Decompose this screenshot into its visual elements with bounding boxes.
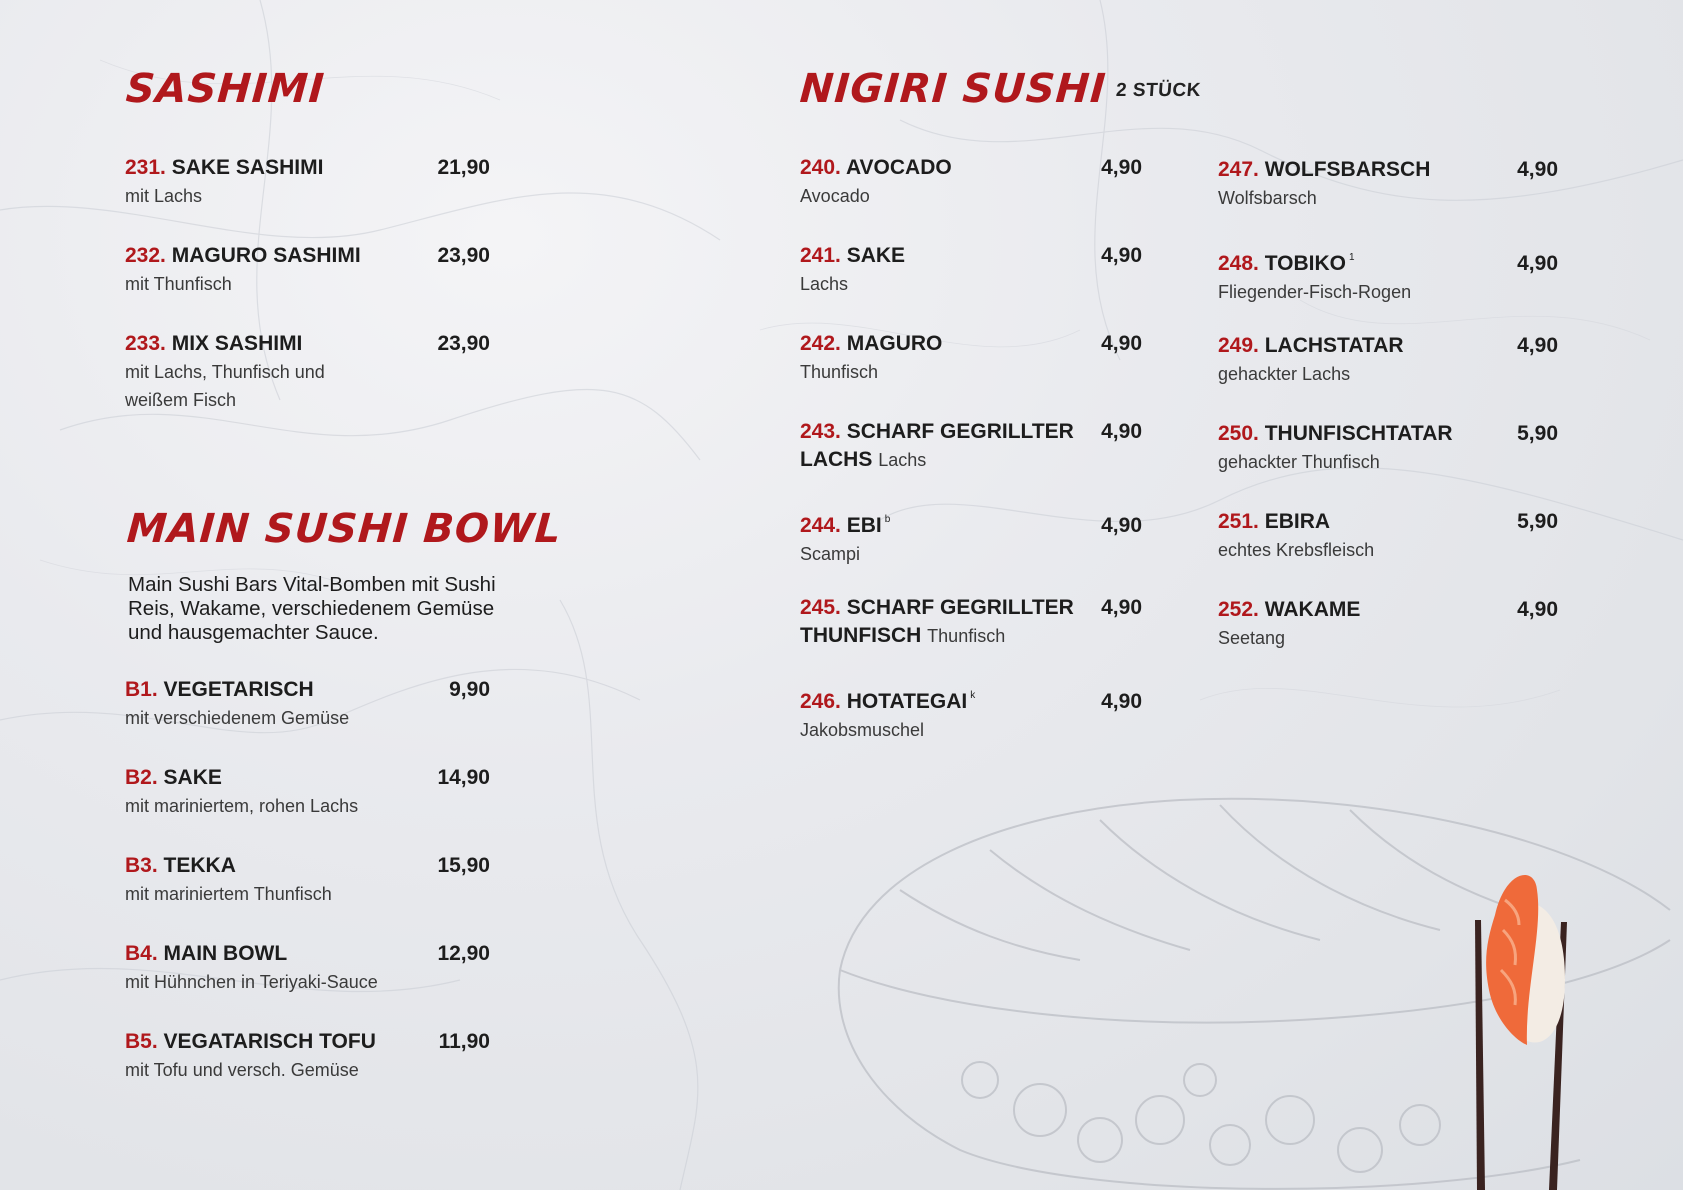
menu-item bbox=[125, 764, 490, 820]
menu-item bbox=[800, 242, 1142, 298]
menu-item bbox=[800, 330, 1142, 386]
item-name: 244. EBI $^b$ bbox=[800, 514, 891, 537]
item-price: 4,90 bbox=[1101, 690, 1142, 713]
item-name-continued: THUNFISCH Thunfisch bbox=[800, 624, 1006, 647]
item-name: 243. SCHARF GEGRILLTER bbox=[800, 420, 1074, 443]
item-description: mit Lachs, Thunfisch und bbox=[125, 362, 325, 382]
item-price: 23,90 bbox=[437, 244, 490, 267]
item-price: 21,90 bbox=[437, 156, 490, 179]
item-price: 4,90 bbox=[1101, 244, 1142, 267]
item-description: Lachs bbox=[800, 274, 849, 294]
item-price: 4,90 bbox=[1101, 420, 1142, 443]
item-name: 233. MIX SASHIMI bbox=[125, 332, 303, 355]
item-name: 232. MAGURO SASHIMI bbox=[125, 244, 361, 267]
item-price: 23,90 bbox=[437, 332, 490, 355]
menu-item bbox=[1218, 244, 1558, 306]
item-price: 11,90 bbox=[438, 1030, 490, 1053]
item-description: Scampi bbox=[800, 544, 861, 564]
item-description: mit mariniertem Thunfisch bbox=[125, 884, 332, 904]
allergen-marker: 1 bbox=[1349, 252, 1355, 263]
item-price: 4,90 bbox=[1101, 332, 1142, 355]
item-price: 12,90 bbox=[437, 942, 490, 965]
item-name: 249. LACHSTATAR bbox=[1218, 334, 1404, 357]
item-name: 247. WOLFSBARSCH bbox=[1218, 158, 1431, 181]
item-price: 5,90 bbox=[1517, 422, 1558, 445]
item-description: mit verschiedenem Gemüse bbox=[125, 708, 350, 728]
menu-item bbox=[125, 154, 490, 210]
nigiri-sushi-title: NIGIRI SUSHI 2 STÜCK bbox=[798, 66, 1202, 112]
item-description: Thunfisch bbox=[927, 626, 1006, 646]
main-sushi-bowl-title: MAIN SUSHI BOWL bbox=[125, 506, 564, 552]
item-price: 4,90 bbox=[1517, 158, 1558, 181]
menu-item bbox=[1218, 156, 1558, 212]
item-price: 4,90 bbox=[1517, 252, 1558, 275]
menu-item bbox=[125, 676, 490, 732]
nigiri-icon bbox=[1486, 875, 1565, 1045]
menu-item bbox=[125, 852, 490, 908]
item-name: 252. WAKAME bbox=[1218, 598, 1361, 621]
menu-item bbox=[1218, 420, 1558, 476]
item-name: B2. SAKE bbox=[125, 766, 222, 789]
item-description: Seetang bbox=[1218, 628, 1286, 648]
item-name: 231. SAKE SASHIMI bbox=[125, 156, 324, 179]
menu-item bbox=[125, 1028, 490, 1084]
bowl-intro-text: Main Sushi Bars Vital-Bomben mit Sushi Reis, Wakame, verschiedenem Gemüse und hausgemachter Sauce. bbox=[128, 573, 496, 644]
allergen-marker: k bbox=[970, 690, 976, 701]
item-name: B4. MAIN BOWL bbox=[125, 942, 288, 965]
item-name: B3. TEKKA bbox=[125, 854, 236, 877]
item-name: B1. VEGETARISCH bbox=[125, 678, 314, 701]
salmon-nigiri-chopsticks bbox=[1465, 870, 1575, 1190]
menu-item bbox=[800, 682, 1142, 744]
item-name-continued: LACHS Lachs bbox=[800, 448, 927, 471]
item-price: 4,90 bbox=[1101, 596, 1142, 619]
item-price: 9,90 bbox=[449, 678, 490, 701]
item-description: mit Tofu und versch. Gemüse bbox=[125, 1060, 359, 1080]
item-description: Avocado bbox=[800, 186, 870, 206]
item-price: 4,90 bbox=[1101, 156, 1142, 179]
item-name: 245. SCHARF GEGRILLTER bbox=[800, 596, 1074, 619]
item-description: Fliegender-Fisch-Rogen bbox=[1218, 282, 1412, 302]
item-description: mit Thunfisch bbox=[125, 274, 232, 294]
item-description: echtes Krebsfleisch bbox=[1218, 540, 1375, 560]
item-description: gehackter Thunfisch bbox=[1218, 452, 1380, 472]
menu-item bbox=[1218, 508, 1558, 564]
item-description: Jakobsmuschel bbox=[800, 720, 925, 740]
item-description: Wolfsbarsch bbox=[1218, 188, 1317, 208]
item-price: 4,90 bbox=[1101, 514, 1142, 537]
item-name: 248. TOBIKO $^1$ bbox=[1218, 252, 1355, 275]
item-name: 240. AVOCADO bbox=[800, 156, 952, 179]
item-description: mit mariniertem, rohen Lachs bbox=[125, 796, 359, 816]
item-description: gehackter Lachs bbox=[1218, 364, 1351, 384]
item-description: mit Hühnchen in Teriyaki-Sauce bbox=[125, 972, 378, 992]
menu-item bbox=[1218, 332, 1558, 388]
item-name: 241. SAKE bbox=[800, 244, 906, 267]
menu-item bbox=[800, 418, 1142, 474]
item-price: 4,90 bbox=[1517, 334, 1558, 357]
nigiri-quantity-note: 2 STÜCK bbox=[1115, 80, 1202, 101]
sashimi-title: SASHIMI bbox=[124, 66, 327, 112]
menu-item bbox=[1218, 596, 1558, 652]
item-name: 250. THUNFISCHTATAR bbox=[1218, 422, 1453, 445]
menu-item bbox=[800, 506, 1142, 568]
item-price: 4,90 bbox=[1517, 598, 1558, 621]
item-price: 15,90 bbox=[437, 854, 490, 877]
item-name: 251. EBIRA bbox=[1218, 510, 1331, 533]
menu-item bbox=[800, 154, 1142, 210]
menu-item bbox=[800, 594, 1142, 650]
menu-item bbox=[125, 330, 490, 414]
menu-item bbox=[125, 940, 490, 996]
item-name: B5. VEGATARISCH TOFU bbox=[125, 1030, 376, 1053]
item-name: 242. MAGURO bbox=[800, 332, 943, 355]
item-description: Lachs bbox=[878, 450, 927, 470]
item-price: 5,90 bbox=[1517, 510, 1558, 533]
item-description: Thunfisch bbox=[800, 362, 879, 382]
item-description: mit Lachs bbox=[125, 186, 203, 206]
item-description: weißem Fisch bbox=[125, 390, 237, 410]
menu-item bbox=[125, 242, 490, 298]
allergen-marker: b bbox=[884, 514, 891, 525]
item-name: 246. HOTATEGAI $^k$ bbox=[800, 690, 976, 713]
item-price: 14,90 bbox=[437, 766, 490, 789]
